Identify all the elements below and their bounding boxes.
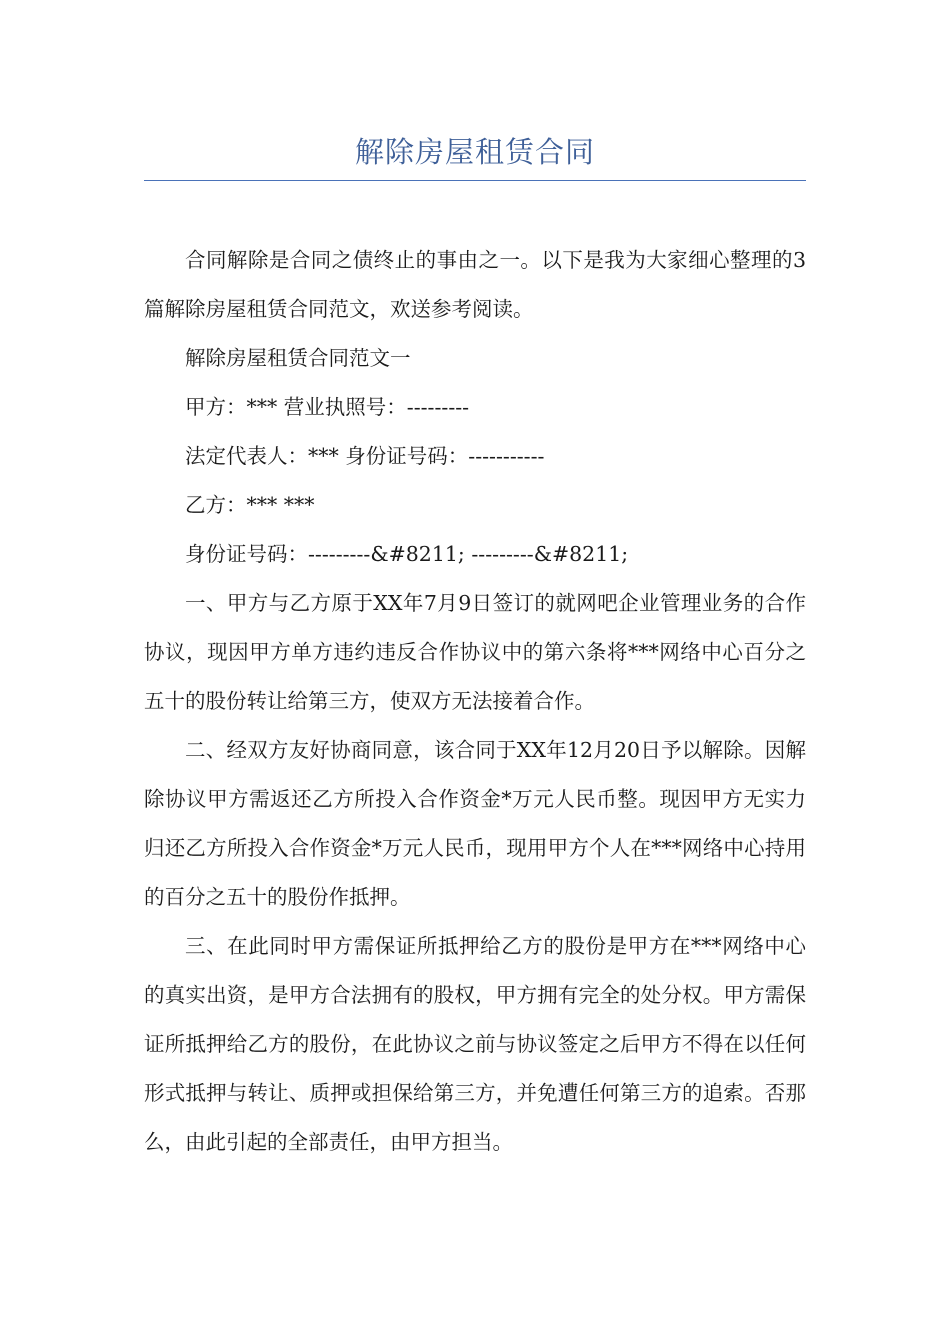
document-title: 解除房屋租赁合同: [354, 135, 595, 169]
intro-paragraph: 合同解除是合同之债终止的事由之一。以下是我为大家细心整理的3篇解除房屋租赁合同范文，欢送参考阅读。: [144, 248, 806, 321]
title-underline: [144, 180, 806, 181]
clause-two: 二、经双方友好协商同意，该合同于XX年12月20日予以解除。因解除协议甲方需返还乙方所投入合作资金*万元人民币整。现因甲方无实力归还乙方所投入合作资金*万元人民币，现用甲方个人在***网络中心持用的百分之五十的股份作抵押。: [144, 738, 806, 909]
party-b-line: 乙方：*** ***: [185, 493, 315, 517]
section-heading: 解除房屋租赁合同范文一: [185, 346, 411, 370]
document-body: [144, 236, 806, 1167]
legal-representative-line: 法定代表人：*** 身份证号码：-----------: [185, 444, 545, 468]
party-a-line: 甲方：*** 营业执照号：---------: [185, 395, 470, 419]
id-number-line: 身份证号码：---------&#8211; ---------&#8211;: [185, 542, 629, 566]
clause-one: 一、甲方与乙方原于XX年7月9日签订的就网吧企业管理业务的合作协议，现因甲方单方违约违反合作协议中的第六条将***网络中心百分之五十的股份转让给第三方，使双方无法接着合作。: [144, 591, 806, 713]
clause-three: 三、在此同时甲方需保证所抵押给乙方的股份是甲方在***网络中心的真实出资，是甲方合法拥有的股权，甲方拥有完全的处分权。甲方需保证所抵押给乙方的股份，在此协议之前与协议签定之后甲方不得在以任何形式抵押与转让、质押或担保给第三方，并免遭任何第三方的追索。否那么，由此引起的全部责任，由甲方担当。: [144, 934, 806, 1154]
